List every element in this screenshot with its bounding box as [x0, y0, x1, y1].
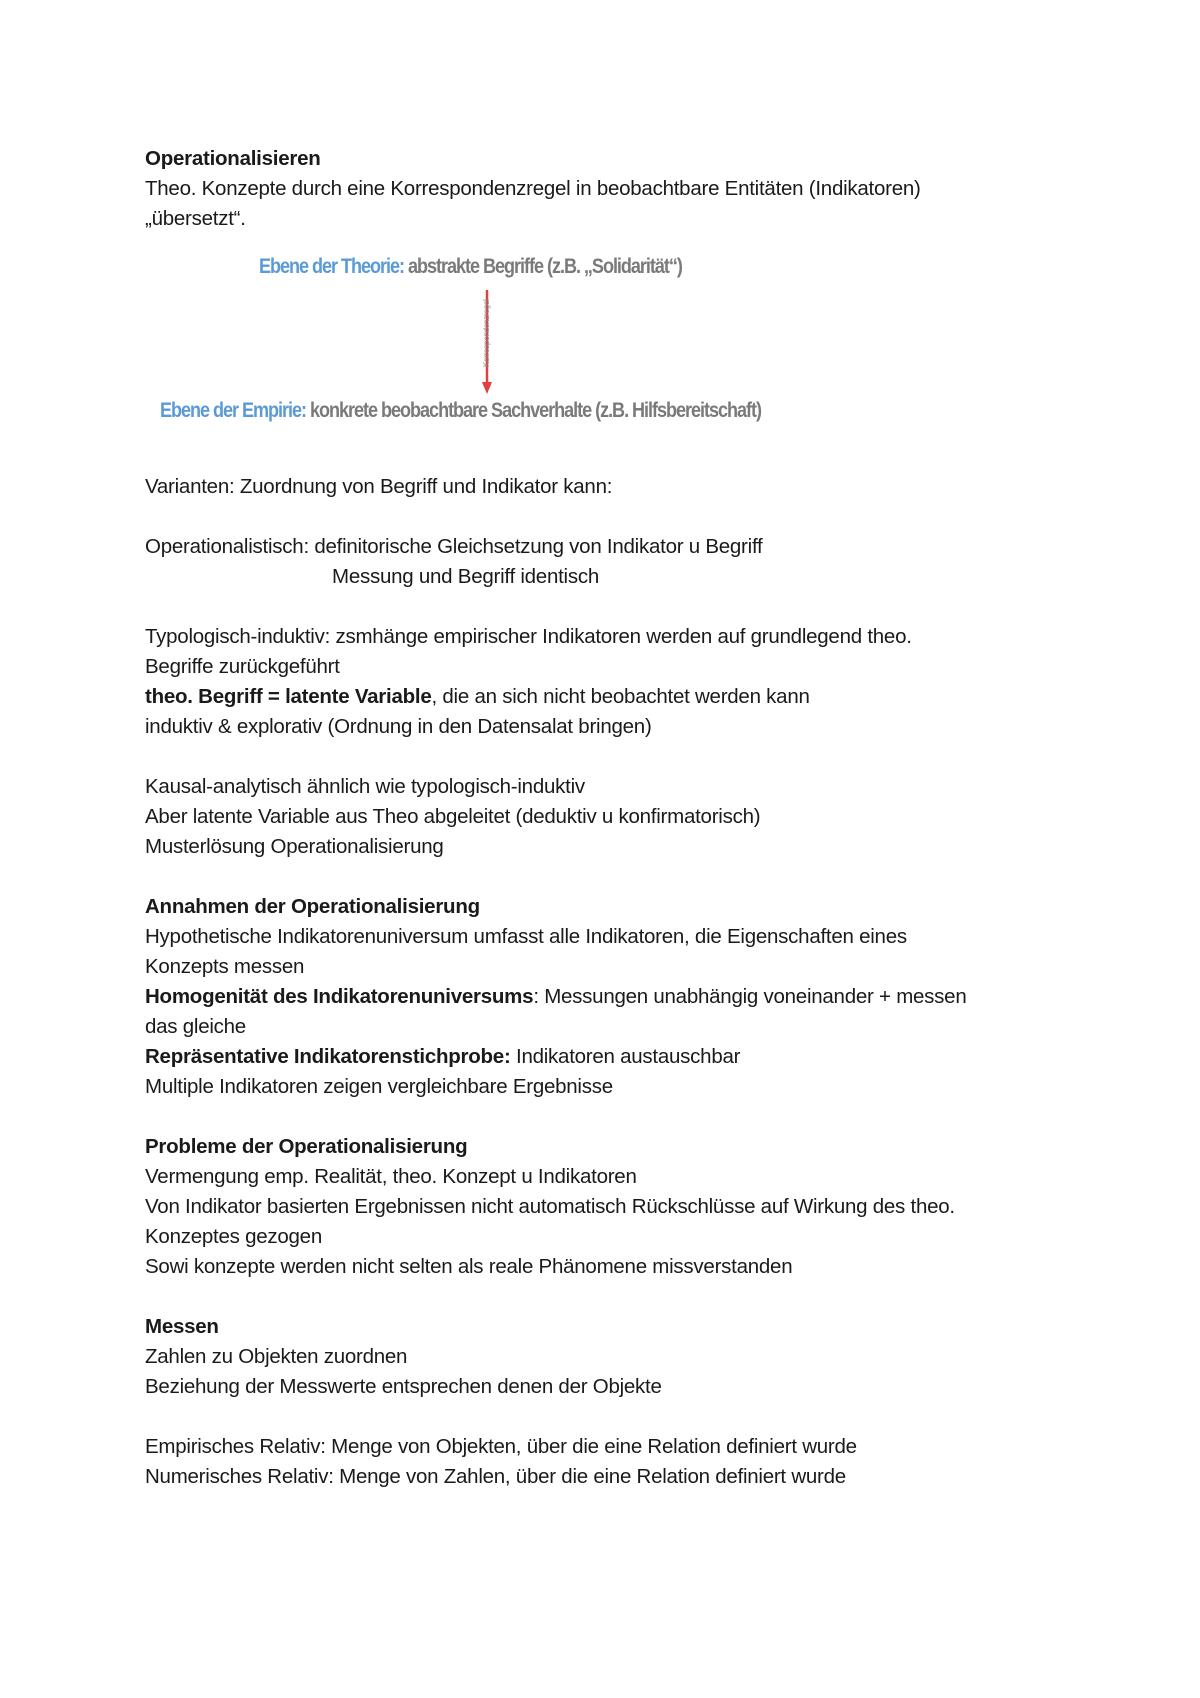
paragraph-line: Konzeptes gezogen — [145, 1225, 322, 1248]
paragraph-line: das gleiche — [145, 1015, 246, 1038]
paragraph-line: Musterlösung Operationalisierung — [145, 835, 444, 858]
term-rest: Indikatoren austauschbar — [510, 1045, 741, 1068]
theory-level-text: abstrakte Begriffe (z.B. „Solidarität“) — [408, 255, 682, 278]
paragraph-line: Numerisches Relativ: Menge von Zahlen, über die eine Relation definiert wurde — [145, 1465, 846, 1488]
paragraph-line: Beziehung der Messwerte entsprechen denen der Objekte — [145, 1375, 662, 1398]
paragraph-line: Varianten: Zuordnung von Begriff und Indikator kann: — [145, 475, 613, 498]
term-rest: : Messungen unabhängig voneinander + messen — [533, 985, 967, 1008]
paragraph-line: Multiple Indikatoren zeigen vergleichbare Ergebnisse — [145, 1075, 613, 1098]
paragraph-line: Kausal-analytisch ähnlich wie typologisch-induktiv — [145, 775, 585, 798]
paragraph-line: Zahlen zu Objekten zuordnen — [145, 1345, 408, 1368]
paragraph-line: Typologisch-induktiv: zsmhänge empirischer Indikatoren werden auf grundlegend theo. — [145, 625, 912, 648]
term-rest: , die an sich nicht beobachtet werden kann — [431, 685, 810, 708]
theory-level-label — [259, 252, 682, 282]
heading-annahmen: Annahmen der Operationalisierung — [145, 895, 480, 918]
heading-messen: Messen — [145, 1315, 219, 1338]
bold-term: theo. Begriff = latente Variable — [145, 685, 432, 708]
paragraph-line: induktiv & explorativ (Ordnung in den Datensalat bringen) — [145, 715, 652, 738]
theory-level-name: Ebene der Theorie: — [259, 255, 405, 278]
paragraph-line: Empirisches Relativ: Menge von Objekten, über die eine Relation definiert wurde — [145, 1435, 857, 1458]
paragraph-line — [145, 982, 1065, 1012]
paragraph-line: Aber latente Variable aus Theo abgeleitet (deduktiv u konfirmatorisch) — [145, 805, 761, 828]
bold-term: Homogenität des Indikatorenuniversums — [145, 985, 534, 1008]
paragraph-line: Operationalistisch: definitorische Gleichsetzung von Indikator u Begriff — [145, 535, 763, 558]
paragraph-line: Begriffe zurückgeführt — [145, 655, 340, 678]
paragraph-line: Vermengung emp. Realität, theo. Konzept u Indikatoren — [145, 1165, 637, 1188]
empirical-level-text: konkrete beobachtbare Sachverhalte (z.B. Hilfsbereitschaft) — [310, 399, 761, 422]
bold-term: Repräsentative Indikatorenstichprobe: — [145, 1045, 511, 1068]
paragraph-line — [145, 682, 1065, 712]
arrow-label: Korrespondenzregel — [482, 299, 491, 367]
document-page — [145, 144, 1065, 1492]
paragraph-line: Konzepts messen — [145, 955, 305, 978]
empirical-level-label — [160, 396, 761, 426]
heading-operationalisieren: Operationalisieren — [145, 147, 321, 170]
paragraph-line: Sowi konzepte werden nicht selten als reale Phänomene missverstanden — [145, 1255, 793, 1278]
paragraph-line: Von Indikator basierten Ergebnissen nicht automatisch Rückschlüsse auf Wirkung des theo. — [145, 1195, 955, 1218]
paragraph-line: Hypothetische Indikatorenuniversum umfasst alle Indikatoren, die Eigenschaften eines — [145, 925, 907, 948]
paragraph-line: „übersetzt“. — [145, 207, 246, 230]
empirical-level-name: Ebene der Empirie: — [160, 399, 307, 422]
paragraph-line: Theo. Konzepte durch eine Korrespondenzregel in beobachtbare Entitäten (Indikatoren) — [145, 177, 921, 200]
paragraph-line: Messung und Begriff identisch — [332, 565, 600, 588]
operationalization-diagram — [145, 240, 1065, 466]
paragraph-line — [145, 1042, 1065, 1072]
heading-probleme: Probleme der Operationalisierung — [145, 1135, 468, 1158]
